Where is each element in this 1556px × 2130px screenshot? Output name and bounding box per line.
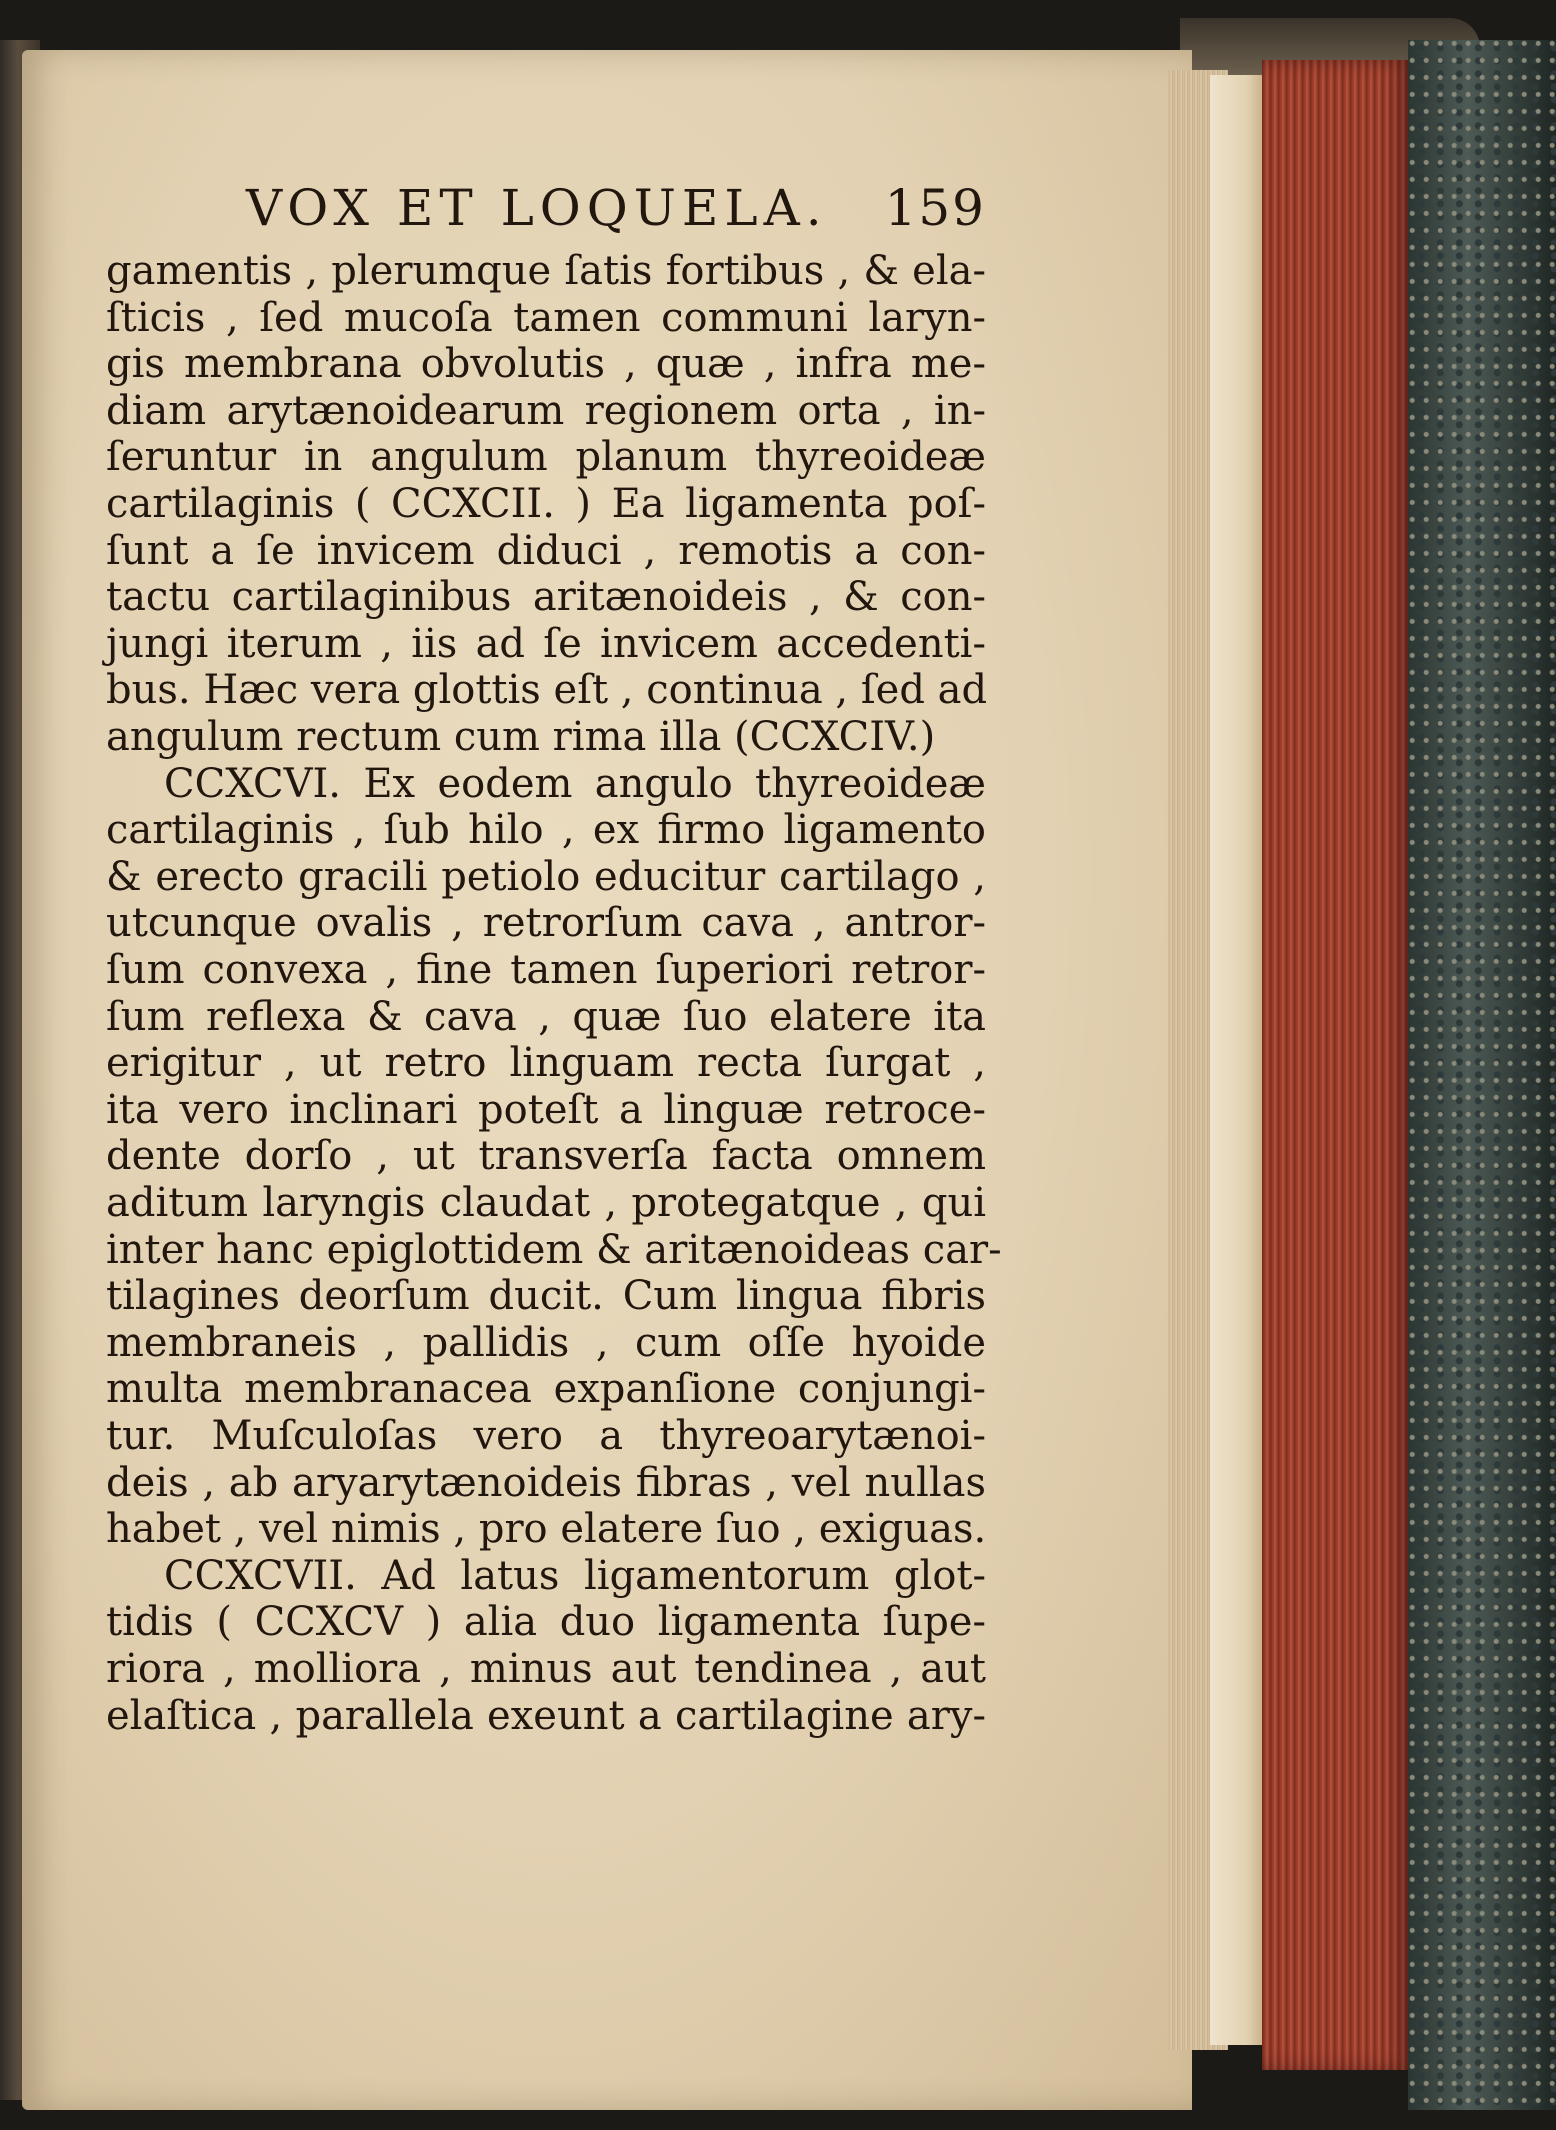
text-line: angulum rectum cum rima illa (CCXCIV.) (106, 714, 936, 760)
text-line: & erecto gracili petiolo educitur cartilago , (106, 853, 986, 900)
text-line: jungi iterum , iis ad ſe invicem accedenti- (106, 620, 986, 667)
text-line: tilagines deorſum ducit. Cum lingua fibris (106, 1273, 986, 1320)
text-line: ſeruntur in angulum planum thyreoideæ (106, 434, 986, 481)
text-line: inter hanc epiglottidem & aritænoideas car- (106, 1226, 1002, 1273)
text-line: CCXCVI. Ex eodem angulo thyreoideæ (164, 760, 986, 807)
running-head: VOX ET LOQUELA. (246, 179, 828, 237)
text-line: ſticis , ſed mucoſa tamen communi laryn- (106, 294, 986, 341)
text-line: tidis ( CCXCV ) alia duo ligamenta ſupe- (106, 1599, 986, 1646)
text-line: gis membrana obvolutis , quæ , infra me- (106, 341, 986, 388)
text-line: deis , ab aryarytænoideis fibras , vel nullas (106, 1459, 986, 1506)
page-number: 159 (884, 179, 986, 237)
text-line: gamentis , plerumque ſatis fortibus , & ela- (106, 248, 986, 294)
text-line: cartilaginis , ſub hilo , ex firmo ligamento (106, 807, 986, 854)
page-edges-inner (1210, 75, 1262, 2045)
text-line: ſum reflexa & cava , quæ ſuo elatere ita (106, 993, 986, 1040)
page-header (106, 178, 986, 238)
text-line: habet , vel nimis , pro elatere ſuo , exiguas. (106, 1506, 987, 1553)
text-line: elaſtica , parallela exeunt a cartilagine ary- (106, 1692, 986, 1739)
text-line: cartilaginis ( CCXCII. ) Ea ligamenta poſ- (106, 481, 986, 527)
text-line: membraneis , pallidis , cum oſſe hyoide (106, 1319, 986, 1366)
text-line: utcunque ovalis , retrorſum cava , antror- (106, 900, 986, 947)
text-line: CCXCVII. Ad latus ligamentorum glot- (164, 1552, 986, 1599)
text-line: bus. Hæc vera glottis eſt , continua , ſed ad (106, 667, 988, 714)
red-page-edge (1262, 60, 1410, 2070)
text-line: dente dorſo , ut transverſa facta omnem (106, 1133, 986, 1180)
text-line: ſunt a ſe invicem diduci , remotis a con- (106, 527, 986, 574)
text-line: diam arytænoidearum regionem orta , in- (106, 387, 986, 434)
text-line: riora , molliora , minus aut tendinea , aut (106, 1646, 986, 1692)
marbled-cover (1408, 40, 1556, 2110)
text-line: tactu cartilaginibus aritænoideis , & con- (106, 574, 986, 621)
text-line: aditum laryngis claudat , protegatque , qui (106, 1180, 986, 1226)
text-line: ſum convexa , fine tamen ſuperiori retror- (106, 947, 986, 993)
text-line: erigitur , ut retro linguam recta ſurgat , (106, 1040, 986, 1087)
text-line: multa membranacea expanſione conjungi- (106, 1366, 986, 1413)
text-line: tur. Muſculoſas vero a thyreoarytænoi- (106, 1413, 986, 1459)
text-line: ita vero inclinari poteſt a linguæ retroce- (106, 1086, 986, 1133)
